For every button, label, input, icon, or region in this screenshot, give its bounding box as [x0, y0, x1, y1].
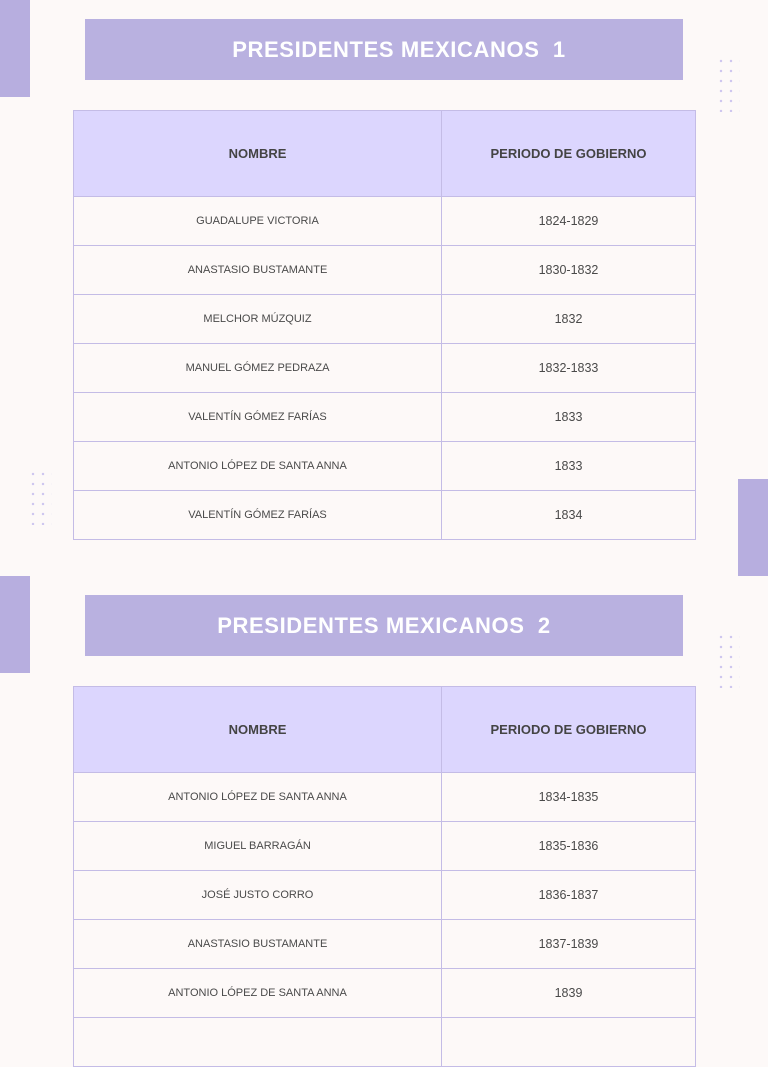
table-row [74, 773, 696, 822]
table-row [74, 920, 696, 969]
presidents-table-2 [73, 686, 696, 1067]
column-header-name: NOMBRE [74, 687, 442, 773]
president-name: MIGUEL BARRAGÁN [74, 822, 442, 871]
decorative-dots-top-right [716, 56, 740, 112]
table-row [74, 871, 696, 920]
government-period: 1832 [442, 295, 696, 344]
government-period: 1835-1836 [442, 822, 696, 871]
president-name: ANTONIO LÓPEZ DE SANTA ANNA [74, 969, 442, 1018]
president-name [74, 1018, 442, 1067]
president-name: ANTONIO LÓPEZ DE SANTA ANNA [74, 773, 442, 822]
section-1-banner [85, 19, 683, 80]
table-header-row [74, 111, 696, 197]
table-row [74, 344, 696, 393]
government-period: 1834 [442, 491, 696, 540]
column-header-period: PERIODO DE GOBIERNO [442, 111, 696, 197]
decorative-bar-top-left [0, 0, 30, 97]
decorative-dots-mid-left [28, 469, 52, 525]
section-2-banner [85, 595, 683, 656]
decorative-bar-lower-left [0, 576, 30, 673]
presidents-table-1 [73, 110, 696, 540]
table-row [74, 491, 696, 540]
column-header-period: PERIODO DE GOBIERNO [442, 687, 696, 773]
president-name: ANASTASIO BUSTAMANTE [74, 920, 442, 969]
table-row [74, 197, 696, 246]
column-header-name: NOMBRE [74, 111, 442, 197]
president-name: MANUEL GÓMEZ PEDRAZA [74, 344, 442, 393]
section-1-title: PRESIDENTES MEXICANOS 1 [232, 36, 566, 62]
table-row [74, 442, 696, 491]
table-row [74, 1018, 696, 1067]
table-header-row [74, 687, 696, 773]
government-period: 1833 [442, 442, 696, 491]
president-name: VALENTÍN GÓMEZ FARÍAS [74, 491, 442, 540]
government-period: 1833 [442, 393, 696, 442]
president-name: ANTONIO LÓPEZ DE SANTA ANNA [74, 442, 442, 491]
government-period: 1834-1835 [442, 773, 696, 822]
government-period: 1824-1829 [442, 197, 696, 246]
president-name: JOSÉ JUSTO CORRO [74, 871, 442, 920]
decorative-bar-mid-right [738, 479, 768, 576]
president-name: ANASTASIO BUSTAMANTE [74, 246, 442, 295]
government-period: 1837-1839 [442, 920, 696, 969]
government-period: 1832-1833 [442, 344, 696, 393]
table-row [74, 295, 696, 344]
table-row [74, 969, 696, 1018]
decorative-dots-lower-right [716, 632, 740, 688]
section-2-title: PRESIDENTES MEXICANOS 2 [217, 612, 551, 638]
government-period: 1830-1832 [442, 246, 696, 295]
president-name: VALENTÍN GÓMEZ FARÍAS [74, 393, 442, 442]
government-period: 1836-1837 [442, 871, 696, 920]
government-period [442, 1018, 696, 1067]
table-row [74, 822, 696, 871]
table-row [74, 393, 696, 442]
table-row [74, 246, 696, 295]
government-period: 1839 [442, 969, 696, 1018]
president-name: GUADALUPE VICTORIA [74, 197, 442, 246]
president-name: MELCHOR MÚZQUIZ [74, 295, 442, 344]
